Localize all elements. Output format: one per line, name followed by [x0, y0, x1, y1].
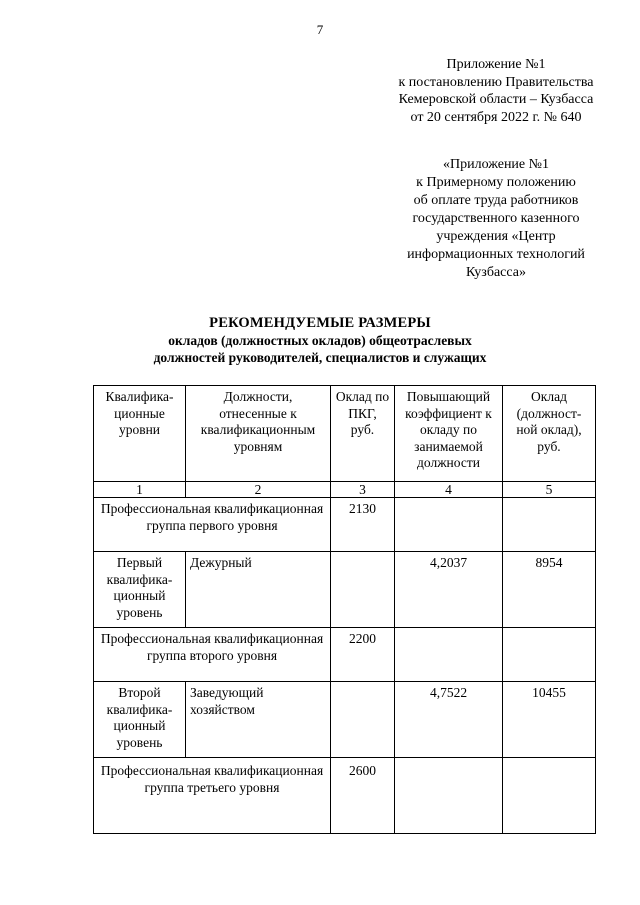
group-name: Профессиональная квалификационная группа первого уровня	[94, 498, 331, 552]
table-row	[94, 628, 596, 682]
appendix-line: к постановлению Правительства	[398, 74, 594, 90]
appendix-line: об оплате труда работников	[413, 193, 579, 208]
title-line: должностей руководителей, специалистов и служащих	[153, 350, 487, 365]
qualification-level: Первый квалифика-ционный уровень	[94, 552, 186, 628]
appendix-line: «Приложение №1	[443, 157, 549, 172]
appendix-line: Кемеровской области – Кузбасса	[398, 92, 594, 107]
appendix-line: от 20 сентября 2022 г. № 640	[410, 109, 582, 125]
column-number-row	[94, 482, 596, 498]
coefficient: 4,7522	[395, 682, 503, 758]
base-salary: 2600	[331, 758, 395, 834]
salary: 8954	[503, 552, 596, 628]
column-number: 1	[94, 482, 186, 498]
column-number: 4	[395, 482, 503, 498]
appendix-line: Кузбасса»	[466, 265, 526, 280]
header-cell: Должности, отнесенные к квалификационным уровням	[186, 386, 331, 482]
group-name: Профессиональная квалификационная группа третьего уровня	[94, 758, 331, 834]
column-number: 2	[186, 482, 331, 498]
table-row	[94, 758, 596, 834]
position-name: Дежурный	[186, 552, 331, 628]
base-salary: 2200	[331, 628, 395, 682]
coefficient	[395, 628, 503, 682]
qualification-level: Второй квалифика-ционный уровень	[94, 682, 186, 758]
position-name: Заведующий хозяйством	[186, 682, 331, 758]
header-cell: Оклад (должност-ной оклад), руб.	[503, 386, 596, 482]
header-cell: Повышающий коэффициент к окладу по занимаемой должности	[395, 386, 503, 482]
base-salary	[331, 682, 395, 758]
header-cell: Оклад по ПКГ, руб.	[331, 386, 395, 482]
coefficient	[395, 758, 503, 834]
column-number: 3	[331, 482, 395, 498]
appendix-line: Приложение №1	[446, 57, 546, 72]
base-salary: 2130	[331, 498, 395, 552]
table-row	[94, 682, 596, 758]
salary	[503, 758, 596, 834]
table-row	[94, 552, 596, 628]
coefficient	[395, 498, 503, 552]
table-row	[94, 498, 596, 552]
salary: 10455	[503, 682, 596, 758]
base-salary	[331, 552, 395, 628]
header-cell: Квалифика-ционные уровни	[94, 386, 186, 482]
title-line: окладов (должностных окладов) общеотраслевых	[168, 333, 472, 348]
coefficient: 4,2037	[395, 552, 503, 628]
document-title	[80, 315, 560, 366]
page-number: 7	[316, 22, 324, 37]
salary-table	[93, 385, 596, 834]
table-header-row	[94, 386, 596, 482]
appendix-nested-reference	[400, 156, 592, 282]
salary	[503, 498, 596, 552]
title-main: РЕКОМЕНДУЕМЫЕ РАЗМЕРЫ	[209, 315, 431, 331]
appendix-line: учреждения «Центр	[436, 229, 556, 244]
appendix-line: информационных технологий	[407, 247, 585, 262]
column-number: 5	[503, 482, 596, 498]
appendix-line: государственного казенного	[412, 211, 580, 226]
appendix-reference	[352, 56, 640, 126]
appendix-line: к Примерному положению	[416, 175, 576, 190]
group-name: Профессиональная квалификационная группа второго уровня	[94, 628, 331, 682]
salary	[503, 628, 596, 682]
